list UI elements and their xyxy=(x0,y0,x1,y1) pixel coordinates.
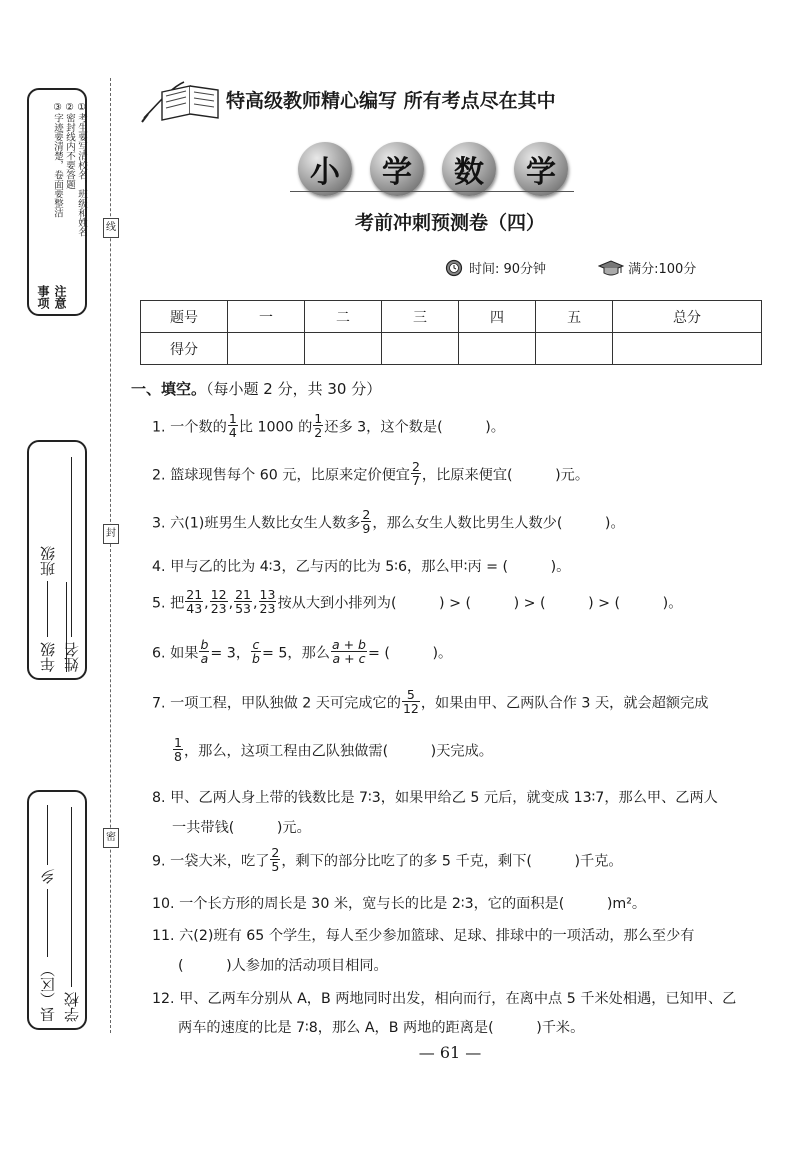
fraction: $\frac{5}{12}$ xyxy=(402,687,419,716)
question-number: 4. xyxy=(152,559,166,575)
question-5: 5. 把 $\frac{21}{43}$ , $\frac{12}{23}$ , $\frac{21}{53}$ , $\frac{13}{23}$ 按从大到小排列为( ) > ( ) > ( ) > ( )。 xyxy=(152,587,683,616)
section-note: （每小题 2 分，共 30 分） xyxy=(206,380,382,398)
score-cell[interactable] xyxy=(536,333,613,365)
question-number: 8. xyxy=(152,790,166,806)
question-text: 篮球现售每个 60 元，比原来定价便宜 xyxy=(170,467,410,484)
table-row xyxy=(141,333,762,365)
note-item: ③字迹要清楚，卷面要整洁 xyxy=(52,102,63,218)
question-text: 一袋大米，吃了 xyxy=(170,853,270,870)
exam-subtitle: 考前冲刺预测卷（四） xyxy=(354,212,545,234)
section-heading xyxy=(131,378,381,399)
notes-items xyxy=(51,102,87,302)
fraction: $\frac{13}{23}$ xyxy=(259,587,276,616)
note-item: ②密封线内不要答题 xyxy=(64,102,75,189)
question-text: 把 xyxy=(170,595,185,612)
table-row xyxy=(141,301,762,333)
score-cell[interactable] xyxy=(382,333,459,365)
question-number: 1. xyxy=(152,419,166,436)
question-text: = 3， xyxy=(210,645,251,662)
page-title xyxy=(298,142,568,196)
score-cell[interactable] xyxy=(613,333,762,365)
question-7-continued xyxy=(172,735,493,765)
fraction: $\frac{1}{2}$ xyxy=(314,411,323,440)
name-label: 姓名 xyxy=(63,642,81,672)
question-7 xyxy=(152,687,709,717)
table-header-cell: 二 xyxy=(305,301,382,333)
exam-meta xyxy=(443,258,696,277)
fraction: $\frac{21}{53}$ xyxy=(235,587,252,616)
title-divider xyxy=(290,191,574,192)
question-number: 6. xyxy=(152,645,166,662)
question-text: ，剩下的部分比吃了的多 5 千克，剩下( )千克。 xyxy=(281,853,623,870)
question-text: 一个数的 xyxy=(170,419,227,436)
question-number: 11. xyxy=(152,928,175,944)
fraction: $\frac{12}{23}$ xyxy=(210,587,227,616)
title-char: 学 xyxy=(514,142,568,196)
township-label: 乡 xyxy=(39,869,57,885)
question-text: 两车的速度的比是 7∶8，那么 A，B 两地的距离是( )千米。 xyxy=(178,1020,585,1036)
table-header-cell: 五 xyxy=(536,301,613,333)
grade-name-box xyxy=(27,440,87,680)
question-1 xyxy=(152,411,505,441)
table-header-cell: 题号 xyxy=(141,301,228,333)
question-text: 六(2)班有 65 个学生，每人至少参加篮球、足球、排球中的一项活动，那么至少有 xyxy=(179,928,695,944)
time-info xyxy=(443,258,546,277)
question-text: 甲与乙的比为 4∶3，乙与丙的比为 5∶6，那么甲∶丙 = ( )。 xyxy=(170,559,571,575)
question-text: 一共带钱( )元。 xyxy=(172,820,311,836)
name-column xyxy=(61,452,82,672)
township-blank[interactable] xyxy=(48,805,49,865)
question-text: 还多 3，这个数是( )。 xyxy=(324,419,505,436)
question-text: 甲、乙两人身上带的钱数比是 7∶3，如果甲给乙 5 元后，就变成 13∶7，那么甲、乙两人 xyxy=(170,790,718,806)
score-cell[interactable] xyxy=(459,333,536,365)
section-title: 一、填空。 xyxy=(131,380,207,398)
question-number: 3. xyxy=(152,515,166,532)
question-text: ，比原来便宜( )元。 xyxy=(421,467,590,484)
question-text: ，那么女生人数比男生人数少( )。 xyxy=(372,515,625,532)
clock-icon xyxy=(443,259,465,277)
title-char: 小 xyxy=(298,142,352,196)
question-11 xyxy=(152,925,694,945)
question-number: 9. xyxy=(152,853,166,870)
question-text: ，如果由甲、乙两队合作 3 天，就会超额完成 xyxy=(420,695,709,712)
question-2 xyxy=(152,459,590,489)
score-label: 满分:100分 xyxy=(628,262,697,277)
school-box xyxy=(27,790,87,1030)
question-12 xyxy=(152,988,736,1008)
fraction: $\frac{2}{7}$ xyxy=(411,459,420,488)
score-cell[interactable] xyxy=(228,333,305,365)
question-text: 按从大到小排列为( ) > ( ) > ( ) > ( )。 xyxy=(277,595,683,612)
question-number: 2. xyxy=(152,467,166,484)
note-item: ①考生要写清校名，班级和姓名 xyxy=(76,102,87,237)
book-pen-icon xyxy=(140,78,222,124)
question-text: 一个长方形的周长是 30 米，宽与长的比是 2∶3，它的面积是( )m²。 xyxy=(179,896,647,912)
fraction: $\frac{c}{b}$ xyxy=(252,637,260,666)
question-text: 六(1)班男生人数比女生人数多 xyxy=(170,515,361,532)
county-blank[interactable] xyxy=(48,889,49,957)
seal-mark: 密 xyxy=(103,828,119,848)
question-4 xyxy=(152,556,570,576)
question-3 xyxy=(152,507,625,537)
county-label: 县（区） xyxy=(39,962,57,1022)
seal-mark: 封 xyxy=(103,524,119,544)
fraction: $\frac{1}{8}$ xyxy=(174,735,182,764)
question-text: ( )人参加的活动项目相同。 xyxy=(178,958,388,974)
table-header-cell: 总分 xyxy=(613,301,762,333)
score-table xyxy=(140,300,762,365)
grade-blank[interactable] xyxy=(48,581,49,637)
fraction: $\frac{1}{4}$ xyxy=(228,411,237,440)
question-11-continued xyxy=(178,955,388,975)
question-10 xyxy=(152,893,646,913)
title-char: 数 xyxy=(442,142,496,196)
county-column xyxy=(37,802,58,1022)
page-number: — 61 — xyxy=(418,1043,482,1062)
question-9 xyxy=(152,845,623,875)
question-12-continued xyxy=(178,1017,584,1037)
question-text: 如果 xyxy=(170,645,199,662)
question-number: 12. xyxy=(152,991,175,1007)
question-6 xyxy=(152,637,453,667)
grade-label: 年级 xyxy=(39,642,57,672)
score-info xyxy=(598,258,696,277)
question-text: = ( )。 xyxy=(367,645,453,662)
question-text: 一项工程，甲队独做 2 天可完成它的 xyxy=(170,695,401,712)
graduation-cap-icon xyxy=(598,259,624,277)
table-header-cell: 四 xyxy=(459,301,536,333)
time-label: 时间: 90分钟 xyxy=(469,262,547,277)
question-8 xyxy=(152,787,718,807)
fraction: $\frac{21}{43}$ xyxy=(186,587,203,616)
question-8-continued xyxy=(172,817,311,837)
table-row-label: 得分 xyxy=(141,333,228,365)
question-text: = 5，那么 xyxy=(261,645,330,662)
fraction: $\frac{2}{9}$ xyxy=(362,507,371,536)
question-text: ，那么，这项工程由乙队独做需( )天完成。 xyxy=(183,743,493,760)
score-cell[interactable] xyxy=(305,333,382,365)
question-text: 甲、乙两车分别从 A，B 两地同时出发，相向而行，在离中点 5 千米处相遇，已知甲、乙 xyxy=(179,991,737,1007)
question-number: 10. xyxy=(152,896,175,912)
name-blank[interactable] xyxy=(72,457,73,637)
school-column xyxy=(61,802,82,1022)
school-blank[interactable] xyxy=(72,807,73,987)
question-number: 7. xyxy=(152,695,166,712)
class-label: 班级 xyxy=(39,546,57,577)
title-char: 学 xyxy=(370,142,424,196)
table-header-cell: 三 xyxy=(382,301,459,333)
notes-title: 注意事项 xyxy=(36,285,67,309)
slogan: 特高级教师精心编写 所有考点尽在其中 xyxy=(226,90,556,112)
fraction: $\frac{2}{5}$ xyxy=(271,845,280,874)
table-header-cell: 一 xyxy=(228,301,305,333)
school-label: 学校 xyxy=(63,992,81,1022)
question-number: 5. xyxy=(152,595,166,612)
fraction: $\frac{b}{a}$ xyxy=(200,637,209,666)
question-text: 比 1000 的 xyxy=(238,419,313,436)
notes-box xyxy=(27,88,87,316)
seal-mark: 线 xyxy=(103,218,119,238)
fraction: $\frac{a + b}{a + c}$ xyxy=(331,637,366,666)
